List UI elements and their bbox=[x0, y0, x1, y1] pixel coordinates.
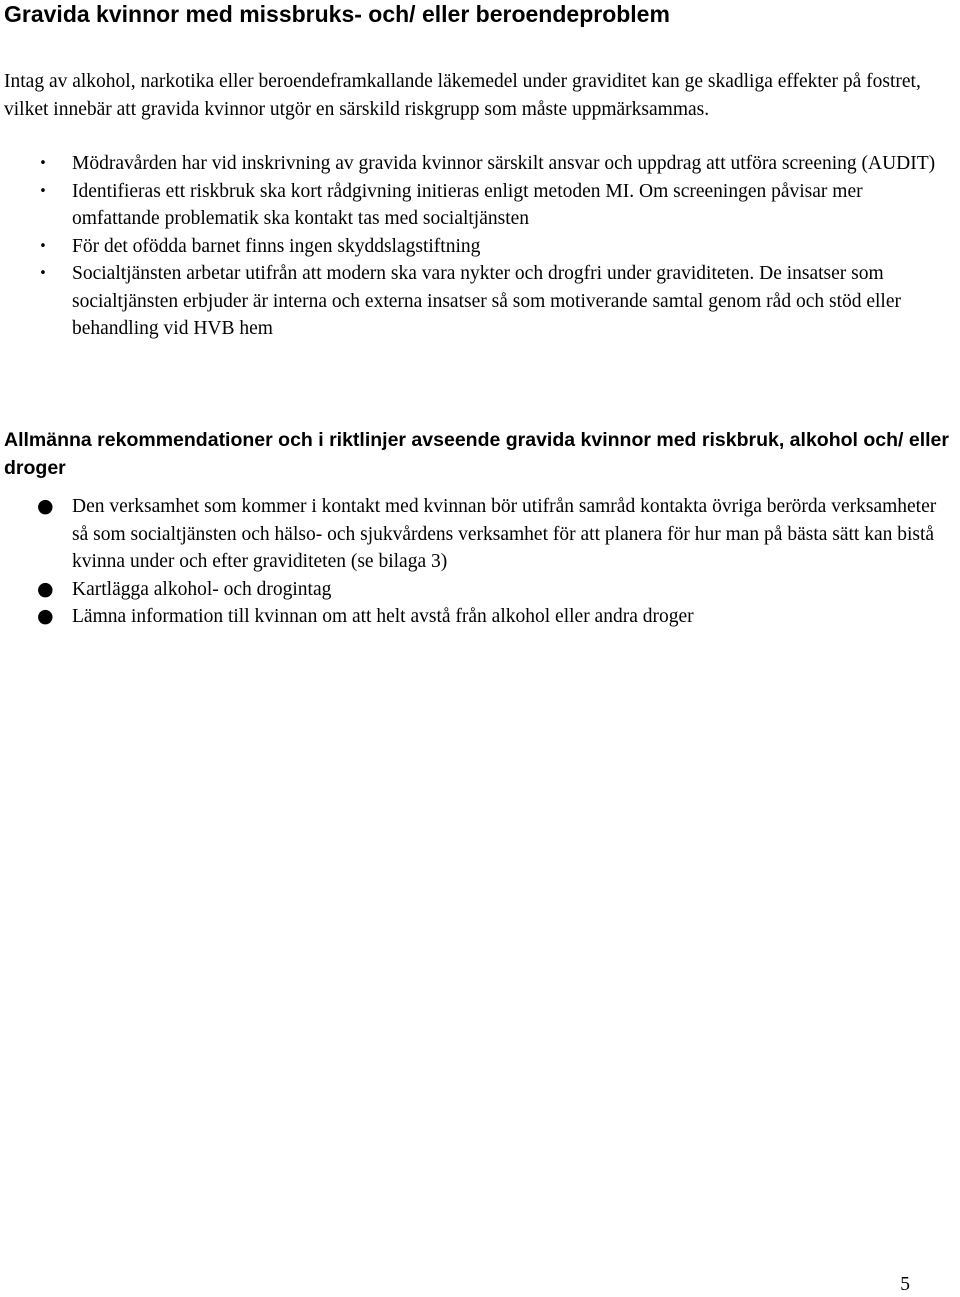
list-item-text: För det ofödda barnet finns ingen skyddslagstiftning bbox=[72, 235, 481, 257]
list-item bbox=[0, 493, 960, 576]
list-item-text: Mödravården har vid inskrivning av gravida kvinnor särskilt ansvar och uppdrag att utföra screening (AUDIT) bbox=[72, 153, 936, 174]
bullet-icon: ● bbox=[37, 577, 54, 600]
bullet-list-recommendations bbox=[0, 493, 960, 631]
list-item-text: Identifieras ett riskbruk ska kort rådgivning initieras enligt metoden MI. Om screeningen påvisar mer omfattande problematik ska kontakt tas med socialtjänsten bbox=[72, 180, 863, 229]
list-item bbox=[0, 603, 960, 631]
list-item-text: Den verksamhet som kommer i kontakt med kvinnan bör utifrån samråd kontakta övriga berörda verksamheter så som socialtjänsten och hälso- och sjukvårdens verksamhet för att planera för hur man på bästa sätt kan bistå kvinna under och efter graviditeten (se bilaga 3) bbox=[72, 496, 937, 572]
bullet-icon: ● bbox=[37, 605, 54, 627]
bullet-icon: ● bbox=[37, 495, 54, 517]
bullet-icon: • bbox=[39, 156, 47, 171]
list-item bbox=[0, 233, 960, 261]
list-item bbox=[0, 150, 960, 178]
list-item bbox=[0, 576, 960, 604]
page-number: 5 bbox=[900, 1274, 910, 1295]
bullet-list-responsibilities bbox=[0, 150, 960, 343]
bullet-icon: • bbox=[39, 238, 47, 254]
list-item bbox=[0, 178, 960, 233]
list-item-text: Socialtjänsten arbetar utifrån att modern ska vara nykter och drogfri under graviditeten. De insatser som socialtjänsten erbjuder är interna och externa insatser så som motiverande samtal genom råd och stöd eller behandling vid HVB hem bbox=[72, 263, 901, 339]
list-item bbox=[0, 260, 960, 343]
intro-paragraph: Intag av alkohol, narkotika eller beroendeframkallande läkemedel under graviditet kan ge skadliga effekter på fostret, vilket innebär att gravida kvinnor utgör en särskild riskgrupp som måste uppmärksammas. bbox=[4, 71, 921, 120]
bullet-icon: • bbox=[39, 183, 47, 199]
section-title-recommendations: Allmänna rekommendationer och i riktlinjer avseende gravida kvinnor med riskbruk, alkohol och/ eller droger bbox=[4, 429, 949, 479]
bullet-icon: • bbox=[39, 266, 47, 281]
section-title-pregnant-women: Gravida kvinnor med missbruks- och/ eller beroendeproblem bbox=[4, 1, 670, 27]
list-item-text: Kartlägga alkohol- och drogintag bbox=[72, 578, 332, 600]
list-item-text: Lämna information till kvinnan om att helt avstå från alkohol eller andra droger bbox=[72, 606, 694, 627]
